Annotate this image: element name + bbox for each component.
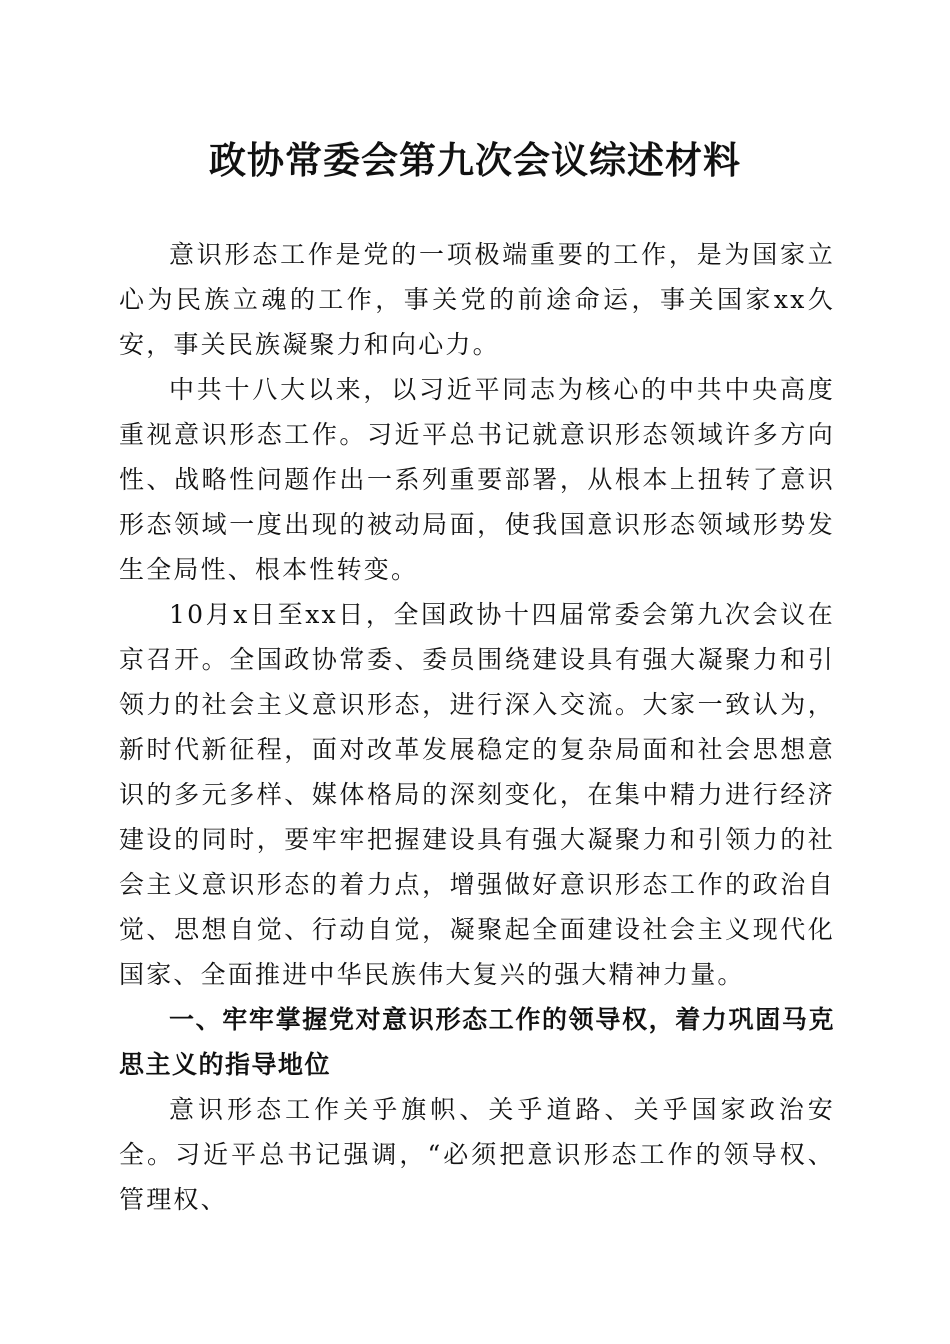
section-heading: 一、牢牢掌握党对意识形态工作的领导权，着力巩固马克思主义的指导地位 (119, 1005, 835, 1079)
document-body (119, 232, 835, 1222)
paragraph-background: 中共十八大以来，以习近平同志为核心的中共中央高度重视意识形态工作。习近平总书记就意识形态领域许多方向性、战略性问题作出一系列重要部署，从根本上扭转了意识形态领域一度出现的被动局面，使我国意识形态领域形势发生全局性、根本性转变。 (119, 375, 835, 584)
document-title: 政协常委会第九次会议综述材料 (209, 138, 741, 182)
paragraph-section-one: 意识形态工作关乎旗帜、关乎道路、关乎国家政治安全。习近平总书记强调，“必须把意识形态工作的领导权、管理权、 (119, 1095, 835, 1214)
paragraph-intro: 意识形态工作是党的一项极端重要的工作，是为国家立心为民族立魂的工作，事关党的前途命运，事关国家xx久安，事关民族凝聚力和向心力。 (119, 240, 835, 359)
paragraph-meeting: 10月x日至xx日，全国政协十四届常委会第九次会议在京召开。全国政协常委、委员围绕建设具有强大凝聚力和引领力的社会主义意识形态，进行深入交流。大家一致认为，新时代新征程，面对改革发展稳定的复杂局面和社会思想意识的多元多样、媒体格局的深刻变化，在集中精力进行经济建设的同时，要牢牢把握建设具有强大凝聚力和引领力的社会主义意识形态的着力点，增强做好意识形态工作的政治自觉、思想自觉、行动自觉，凝聚起全面建设社会主义现代化国家、全面推进中华民族伟大复兴的强大精神力量。 (119, 600, 835, 989)
